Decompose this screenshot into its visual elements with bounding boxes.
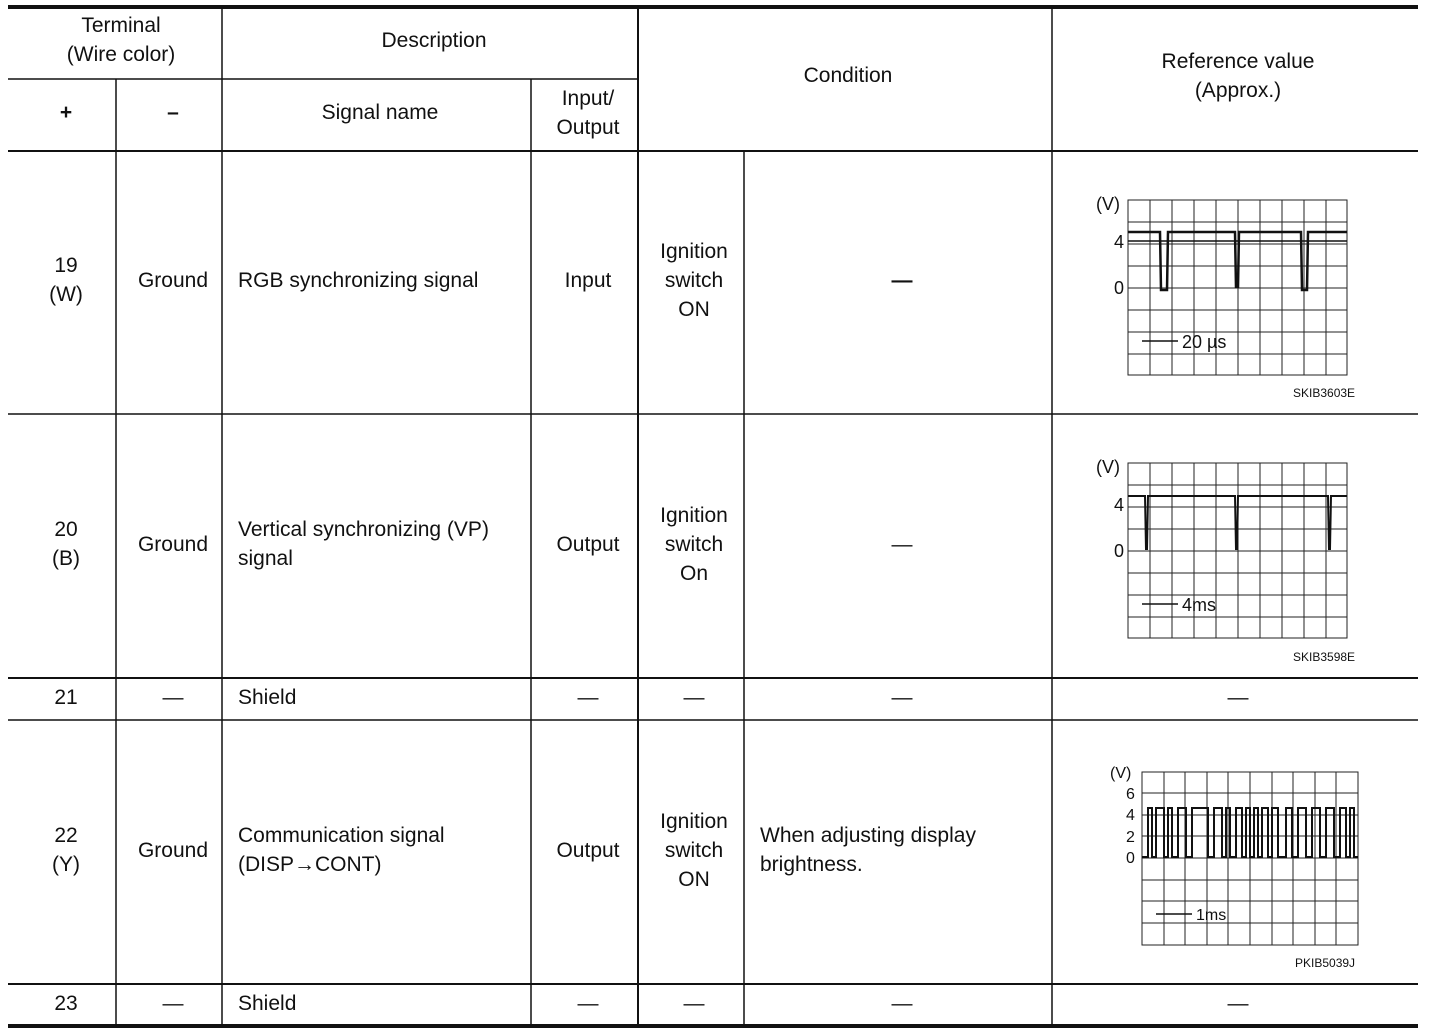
header-input-output: Input/ Output: [556, 87, 620, 139]
row-19-condition: Ignition switch ON: [660, 240, 728, 321]
waveform-communication: [1100, 758, 1400, 973]
row-23-signal: Shield: [238, 992, 297, 1015]
waveform-vertical-sync: [1090, 453, 1390, 668]
row-23-condition: —: [683, 992, 705, 1015]
waveform-communication-y6: 6: [1126, 786, 1135, 803]
row-19-ground: Ground: [137, 269, 209, 292]
header-terminal: Terminal (Wire color): [66, 14, 176, 66]
waveform-rgb-sync: [1090, 190, 1390, 405]
waveform-vertical-sync-y4: 4: [1114, 495, 1125, 515]
waveform-vertical-sync-unit: (V): [1096, 457, 1120, 477]
waveform-communication-code: PKIB5039J: [1295, 956, 1356, 970]
waveform-rgb-sync-graph: [1090, 190, 1390, 405]
row-20-condition: Ignition switch On: [660, 504, 728, 585]
row-23-reference: —: [1227, 992, 1249, 1015]
waveform-vertical-sync-code: SKIB3598E: [1293, 650, 1356, 664]
row-20-io: Output: [556, 533, 620, 556]
waveform-communication-y4: 4: [1126, 807, 1135, 824]
waveform-rgb-sync-y4: 4: [1114, 232, 1125, 252]
row-20-condition-detail: —: [891, 533, 913, 556]
row-22-condition: Ignition switch ON: [660, 810, 728, 891]
row-20-signal: Vertical synchronizing (VP) signal: [238, 518, 489, 570]
row-22-signal: Communication signal (DISP→CONT): [238, 824, 445, 876]
header-minus: –: [167, 101, 179, 124]
waveform-communication-unit: (V): [1110, 765, 1132, 782]
row-22-io: Output: [556, 839, 620, 862]
waveform-rgb-sync-code: SKIB3603E: [1293, 386, 1356, 400]
header-signal-name: Signal name: [321, 101, 439, 124]
header-reference-value: Reference value (Approx.): [1161, 50, 1315, 102]
row-21-condition-detail: —: [891, 686, 913, 709]
row-19-condition-detail: —: [891, 269, 913, 292]
row-19-terminal: 19 (W): [49, 254, 83, 306]
header-condition: Condition: [803, 64, 893, 87]
waveform-communication-y2: 2: [1126, 829, 1135, 846]
header-plus: +: [59, 101, 73, 124]
row-23-terminal: 23: [54, 992, 78, 1015]
row-20-ground: Ground: [137, 533, 209, 556]
waveform-rgb-sync-y0: 0: [1114, 278, 1125, 298]
row-22-condition-detail: When adjusting display brightness.: [760, 824, 976, 876]
row-22-ground: Ground: [137, 839, 209, 862]
header-description: Description: [381, 29, 487, 52]
waveform-vertical-sync-y0: 0: [1114, 541, 1125, 561]
row-21-ground: —: [162, 686, 184, 709]
waveform-communication-graph: [1100, 758, 1400, 973]
waveform-communication-y0: 0: [1126, 850, 1135, 867]
row-21-io: —: [577, 686, 599, 709]
row-21-signal: Shield: [238, 686, 297, 709]
row-19-io: Input: [564, 269, 612, 292]
waveform-vertical-sync-graph: [1090, 453, 1390, 668]
row-19-signal: RGB synchronizing signal: [238, 269, 479, 292]
waveform-rgb-sync-timebase: 20 µs: [1182, 332, 1227, 352]
row-23-condition-detail: —: [891, 992, 913, 1015]
row-21-reference: —: [1227, 686, 1249, 709]
row-23-ground: —: [162, 992, 184, 1015]
waveform-vertical-sync-timebase: 4ms: [1182, 595, 1217, 615]
waveform-communication-timebase: 1ms: [1196, 907, 1227, 924]
row-22-terminal: 22 (Y): [52, 824, 80, 876]
waveform-rgb-sync-unit: (V): [1096, 194, 1120, 214]
row-21-terminal: 21: [54, 686, 78, 709]
row-20-terminal: 20 (B): [52, 518, 80, 570]
row-21-condition: —: [683, 686, 705, 709]
row-23-io: —: [577, 992, 599, 1015]
